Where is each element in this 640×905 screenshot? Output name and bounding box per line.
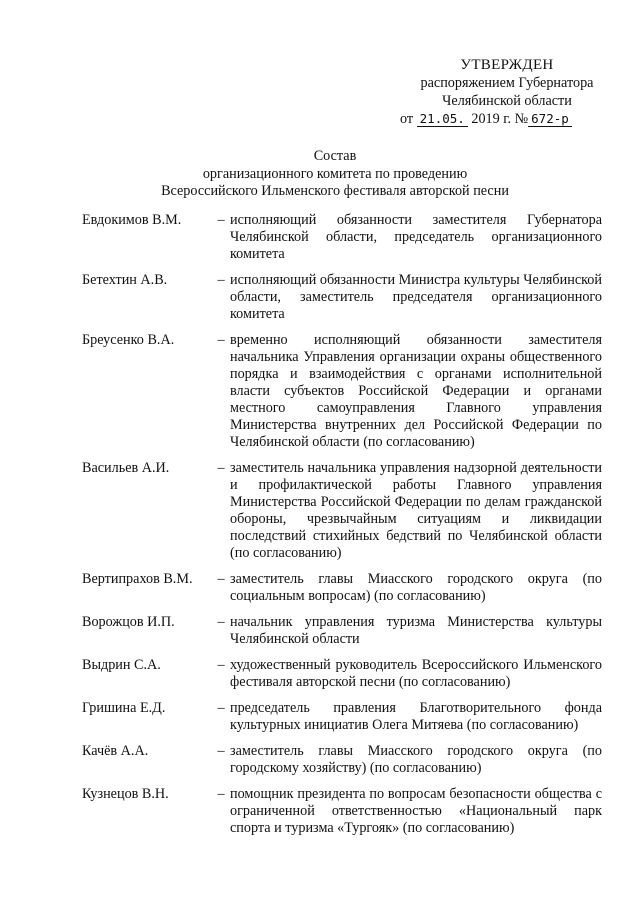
member-row [82,743,602,777]
member-name: Евдокимов В.М. [82,212,182,228]
member-row [82,700,602,734]
approval-line-2: Челябинской области [442,93,572,109]
heading-line-2: организационного комитета по проведению [202,165,468,182]
member-row [82,460,602,562]
approval-line-1: распоряжением Губернатора [420,75,594,91]
member-row [82,212,602,263]
member-name: Ворожцов И.П. [82,614,175,630]
member-name: Гришина Е.Д. [82,700,166,716]
member-role: помощник президента по вопросам безопасности общества с ограниченной ответственностью «Национальный парк спорта и туризма «Тургояк» (по согласованию) [230,786,602,836]
member-name: Выдрин С.А. [82,657,161,673]
committee-roster [82,212,602,846]
heading-line-1: Состав [313,148,357,164]
member-role: заместитель главы Миасского городского округа (по социальным вопросам) (по согласованию) [230,571,602,604]
member-dash: – [217,332,225,348]
member-name: Васильев А.И. [82,460,170,476]
member-dash: – [217,614,225,630]
member-role: заместитель главы Миасского городского округа (по городскому хозяйству) (по согласованию) [230,743,602,776]
member-dash: – [217,786,225,802]
date-value: 21.05. [417,112,468,127]
member-dash: – [217,272,225,288]
member-dash: – [217,700,225,716]
member-role: заместитель начальника управления надзорной деятельности и профилактической работы Главного управления Министерства Российской Федерации по делам гражданской обороны, чрезвычайным ситуациям и ликвидации последствий стихийных бедствий по Челябинской области (по согласованию) [230,460,602,561]
member-dash: – [217,460,225,476]
member-name: Бреусенко В.А. [82,332,175,348]
member-role: исполняющий обязанности Министра культуры Челябинской области, заместитель председателя организационного комитета [230,272,602,322]
approval-stamp [392,56,622,128]
member-role: председатель правления Благотворительного фонда культурных инициатив Олега Митяева (по согласованию) [230,700,602,733]
member-role: начальник управления туризма Министерства культуры Челябинской области [230,614,602,647]
member-row [82,332,602,451]
heading-line-3: Всероссийского Ильменского фестиваля авторской песни [161,183,509,199]
member-dash: – [217,743,225,759]
member-role: художественный руководитель Всероссийского Ильменского фестиваля авторской песни (по согласованию) [230,657,602,690]
member-name: Кузнецов В.Н. [82,786,169,802]
member-row [82,786,602,837]
order-number: 672-р [528,112,572,127]
member-name: Бетехтин А.В. [82,272,168,288]
member-role: временно исполняющий обязанности заместителя начальника Управления организации охраны общественного порядка и взаимодействия с органами исполнительной власти субъектов Российской Федерации и органами местного самоуправления Главного управления Министерства внутренних дел Российской Федерации по Челябинской области (по согласованию) [230,332,602,450]
date-year: 2019 г. № [471,111,529,127]
member-name: Качёв А.А. [82,743,149,759]
member-row [82,272,602,323]
member-row [82,571,602,605]
approval-date-line [392,110,622,128]
member-dash: – [217,657,225,673]
member-name: Вертипрахов В.М. [82,571,193,587]
member-dash: – [217,571,225,587]
member-dash: – [217,212,225,228]
member-role: исполняющий обязанности заместителя Губернатора Челябинской области, председатель организационного комитета [230,212,602,262]
member-row [82,657,602,691]
document-heading [120,148,550,201]
date-prefix: от [400,111,414,127]
member-row [82,614,602,648]
approval-title: УТВЕРЖДЕН [460,57,554,73]
